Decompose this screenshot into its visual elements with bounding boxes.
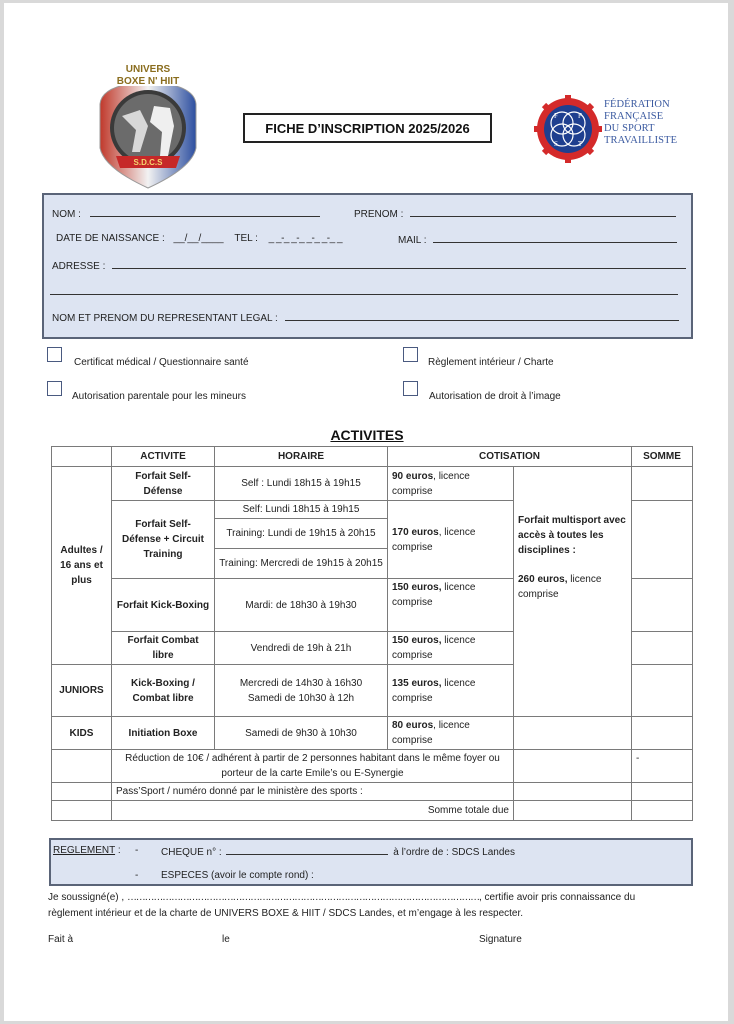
cotisation-cell — [388, 665, 514, 717]
adresse-label: ADRESSE : — [52, 261, 106, 272]
horaire-cell: Self: Lundi 18h15 à 19h15 — [215, 501, 388, 519]
somme-cell[interactable] — [632, 665, 693, 717]
table-row — [52, 467, 693, 501]
multisport-prix-suffix: licence comprise — [518, 574, 602, 600]
prix-suffix: , licence comprise — [392, 526, 476, 553]
date-naissance-label: DATE DE NAISSANCE : — [56, 233, 165, 244]
horaire-cell — [215, 665, 388, 717]
passsport-somme[interactable] — [632, 783, 693, 801]
activite-cell: Kick-Boxing / Combat libre — [112, 665, 215, 717]
checkbox-reglement-interieur[interactable] — [403, 347, 418, 362]
ffst-line: FRANÇAISE — [604, 111, 664, 122]
group-kids: KIDS — [52, 717, 112, 750]
univers-boxe-hiit-logo-icon — [92, 56, 204, 191]
prenom-field[interactable] — [410, 207, 676, 217]
checkbox-droit-image[interactable] — [403, 381, 418, 396]
cotisation-cell — [388, 501, 514, 579]
checkbox-certificat-medical[interactable] — [47, 347, 62, 362]
emblem-letter: T — [577, 140, 583, 148]
fait-a-label: Fait à — [48, 934, 74, 945]
multisport-cell — [514, 467, 632, 717]
prix: 150 euros, — [392, 582, 442, 593]
activite-cell: Forfait Combat libre — [112, 632, 215, 665]
representant-legal-field[interactable] — [285, 311, 679, 321]
somme-cell[interactable] — [632, 501, 693, 579]
empty-cell — [52, 750, 112, 783]
prix: 80 euros — [392, 720, 434, 731]
emblem-letter: F — [554, 112, 558, 120]
prix-suffix: licence comprise — [392, 635, 476, 661]
adresse-field[interactable] — [112, 259, 686, 269]
total-field[interactable] — [514, 801, 632, 821]
svg-text:BOXE N' HIIT: BOXE N' HIIT — [116, 76, 180, 87]
prix: 90 euros — [392, 470, 434, 482]
nom-field[interactable] — [90, 207, 320, 217]
header-cell: SOMME — [632, 447, 693, 467]
checkbox-label: Règlement intérieur / Charte — [428, 357, 554, 368]
total-label: Somme totale due — [112, 801, 514, 821]
emblem-letter: F — [578, 112, 582, 120]
horaire-cell: Samedi de 9h30 à 10h30 — [215, 717, 388, 750]
especes-label: ESPECES (avoir le compte rond) : — [161, 870, 314, 881]
group-juniors: JUNIORS — [52, 665, 112, 717]
header-cell: HORAIRE — [215, 447, 388, 467]
checkbox-label: Autorisation parentale pour les mineurs — [72, 391, 246, 402]
date-naissance-field[interactable]: __/__/____ — [173, 233, 224, 244]
empty-cell — [52, 801, 112, 821]
activite-cell: Forfait Self-Défense + Circuit Training — [112, 501, 215, 579]
horaire-cell: Mardi: de 18h30 à 19h30 — [215, 579, 388, 632]
horaire-line: Mercredi de 14h30 à 16h30 — [239, 677, 363, 689]
cotisation-cell — [388, 632, 514, 665]
bullet-dash: - — [135, 845, 139, 856]
declaration-name-field[interactable]: ………………………………………………………………………………………………………… — [126, 892, 479, 903]
tel-field[interactable]: _ _-_ _-_ _-_ _-_ _ — [268, 233, 342, 244]
somme-cell[interactable] — [632, 467, 693, 501]
declaration-line2: règlement intérieur et de la charte de UNIVERS BOXE & HIIT / SDCS Landes, et m’engage à les respecter. — [48, 908, 524, 919]
ffst-name — [604, 99, 677, 147]
ffst-line: FÉDÉRATION — [604, 99, 670, 110]
somme-cell[interactable] — [632, 717, 693, 750]
nom-label: NOM : — [52, 209, 81, 220]
signature-label: Signature — [479, 934, 522, 945]
reduction-somme: - — [632, 750, 693, 783]
prix: 150 euros, — [392, 635, 442, 646]
table-row — [52, 750, 693, 783]
somme-cell[interactable] — [632, 579, 693, 632]
ffst-emblem-icon — [534, 95, 602, 163]
reglement-label: REGLEMENT — [53, 845, 116, 856]
ffst-line: TRAVAILLISTE — [604, 135, 678, 146]
multisport-prix: 260 euros, — [518, 574, 568, 585]
declaration-line1 — [48, 892, 635, 903]
prix-suffix: licence comprise — [392, 677, 476, 704]
cotisation-cell — [388, 467, 514, 501]
prix: 170 euros — [392, 526, 439, 538]
reduction-text: Réduction de 10€ / adhérent à partir de 2 personnes habitant dans le même foyer ou porteur de la carte Emile’s ou E-Synergie — [112, 750, 514, 783]
prenom-label: PRENOM : — [354, 209, 404, 220]
prix-suffix: , licence comprise — [392, 720, 470, 746]
ffst-line: DU SPORT — [604, 123, 655, 134]
checkbox-label: Certificat médical / Questionnaire santé — [74, 357, 249, 368]
tel-label: TEL : — [234, 233, 258, 244]
reglement-colon: : — [115, 845, 121, 856]
horaire-cell: Training: Mercredi de 19h15 à 20h15 — [215, 549, 388, 579]
mail-field[interactable] — [433, 233, 677, 243]
svg-text:UNIVERS: UNIVERS — [125, 64, 171, 75]
table-row — [52, 783, 693, 801]
cheque-number-field[interactable] — [226, 845, 388, 855]
header-cell: ACTIVITE — [112, 447, 215, 467]
cheque-order: à l’ordre de : SDCS Landes — [393, 847, 515, 858]
empty-cell — [52, 783, 112, 801]
reglement-section — [49, 838, 693, 886]
activite-cell: Initiation Boxe — [112, 717, 215, 750]
adresse-field-line2[interactable] — [50, 285, 678, 295]
declaration-start: Je soussigné(e) , — [48, 892, 127, 903]
activite-cell: Forfait Self-Défense — [112, 467, 215, 501]
multisport-title: Forfait multisport avec accès à toutes les disciplines : — [518, 515, 626, 556]
table-row — [52, 717, 693, 750]
date-le-label: le — [222, 934, 230, 945]
checkbox-label: Autorisation de droit à l’image — [429, 391, 561, 402]
declaration-end: , certifie avoir pris connaissance du — [478, 892, 636, 903]
bullet-dash: - — [135, 870, 139, 881]
horaire-cell: Vendredi de 19h à 21h — [215, 632, 388, 665]
identity-section — [42, 193, 693, 339]
table-row — [52, 801, 693, 821]
header-cell: COTISATION — [388, 447, 632, 467]
header-cell — [52, 447, 112, 467]
passsport-text: Pass’Sport / numéro donné par le ministère des sports : — [112, 783, 514, 801]
somme-cell[interactable] — [632, 632, 693, 665]
activities-table — [51, 446, 693, 821]
prix-suffix: licence comprise — [392, 582, 476, 608]
total-somme[interactable] — [632, 801, 693, 821]
cotisation-cell — [388, 717, 514, 750]
document-page — [4, 3, 728, 1021]
checkbox-autorisation-parentale[interactable] — [47, 381, 62, 396]
prix: 135 euros, — [392, 677, 442, 689]
table-header-row — [52, 447, 693, 467]
horaire-cell: Self : Lundi 18h15 à 19h15 — [215, 467, 388, 501]
logo-banner-text: S.D.C.S — [133, 158, 163, 167]
prix-suffix: , licence comprise — [392, 470, 470, 497]
horaire-line: Samedi de 10h30 à 12h — [247, 692, 355, 704]
emblem-letter: S — [554, 140, 558, 148]
activite-cell: Forfait Kick-Boxing — [112, 579, 215, 632]
representant-legal-label: NOM ET PRENOM DU REPRESENTANT LEGAL : — [52, 313, 278, 324]
reduction-cotisation-cell[interactable] — [514, 750, 632, 783]
mail-label: MAIL : — [398, 235, 427, 246]
horaire-cell: Training: Lundi de 19h15 à 20h15 — [215, 519, 388, 549]
passsport-field[interactable] — [514, 783, 632, 801]
somme-cell[interactable] — [514, 717, 632, 750]
cotisation-cell — [388, 579, 514, 632]
activites-section-title: ACTIVITES — [330, 427, 404, 443]
page-title: FICHE D’INSCRIPTION 2025/2026 — [243, 113, 492, 143]
cheque-label: CHEQUE n° : — [161, 847, 222, 858]
group-adultes: Adultes / 16 ans et plus — [52, 467, 112, 665]
